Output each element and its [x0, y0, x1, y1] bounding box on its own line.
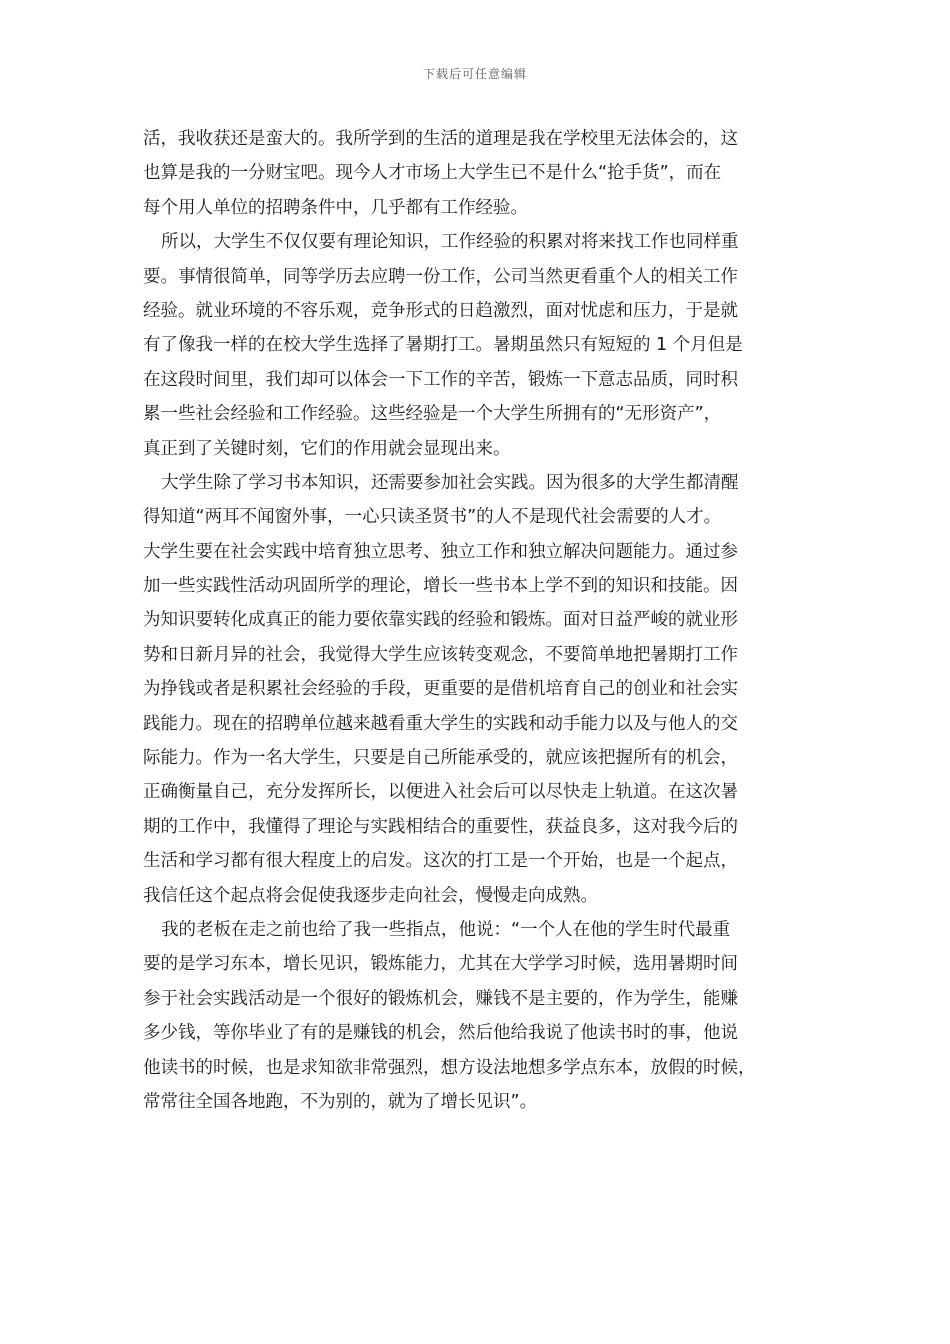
text-line: 际能力。作为一名大学生，只要是自己所能承受的，就应该把握所有的机会，	[143, 748, 738, 769]
text-line: 他读书的时候，也是求知欲非常强烈，想方设法地想多学点东本，放假的时候，	[143, 1057, 756, 1078]
text-line: 累一些社会经验和工作经验。这些经验是一个大学生所拥有的“无形资产”，	[143, 404, 722, 425]
paragraph-first-line: 我的老板在走之前也给了我一些指点，他说：“一个人在他的学生时代最重	[161, 919, 731, 940]
text-line: 践能力。现在的招聘单位越来越看重大学生的实践和动手能力以及与他人的交	[143, 713, 738, 734]
text-line: 在这段时间里，我们却可以体会一下工作的辛苦，锻炼一下意志品质，同时积	[143, 369, 738, 390]
text-line: 真正到了关键时刻，它们的作用就会显现出来。	[143, 438, 511, 459]
text-line: 为挣钱或者是积累社会经验的手段，更重要的是借机培育自己的创业和社会实	[143, 679, 738, 700]
text-line: 每个用人单位的招聘条件中，几乎都有工作经验。	[143, 197, 528, 218]
text-line: 我信任这个起点将会促使我逐步走向社会，慢慢走向成熟。	[143, 885, 598, 906]
text-line: 生活和学习都有很大程度上的启发。这次的打工是一个开始，也是一个起点，	[143, 851, 738, 872]
paragraph-first-line: 所以，大学生不仅仅要有理论知识，工作经验的积累对将来找工作也同样重	[161, 232, 739, 253]
document-body	[143, 122, 823, 1119]
text-line: 有了像我一样的在校大学生选择了暑期打工。暑期虽然只有短短的 1 个月但是	[143, 335, 743, 356]
text-line: 经验。就业环境的不容乐观，竞争形式的日趋激烈，面对忧虑和压力，于是就	[143, 300, 738, 321]
text-line: 活，我收获还是蛮大的。我所学到的生活的道理是我在学校里无法体会的，这	[143, 129, 738, 149]
text-line: 也算是我的一分财宝吧。现今人才市场上大学生已不是什么“抢手货”，而在	[143, 163, 722, 184]
text-line: 多少钱，等你毕业了有的是赚钱的机会，然后他给我说了他读书时的事，他说	[143, 1023, 738, 1044]
text-line: 加一些实践性活动巩固所学的理论，增长一些书本上学不到的知识和技能。因	[143, 576, 738, 597]
text-line: 期的工作中，我懂得了理论与实践相结合的重要性，获益良多，这对我今后的	[143, 816, 738, 837]
page-header: 下载后可任意编辑	[422, 67, 527, 81]
text-line: 常常往全国各地跑，不为别的，就为了增长见识”。	[143, 1091, 538, 1112]
text-line: 势和日新月异的社会，我觉得大学生应该转变观念，不要简单地把暑期打工作	[143, 644, 738, 665]
text-line: 参于社会实践活动是一个很好的锻炼机会，赚钱不是主要的，作为学生，能赚	[143, 988, 738, 1009]
text-line: 得知道“两耳不闻窗外事，一心只读圣贤书”的人不是现代社会需要的人才。	[143, 507, 722, 528]
text-line: 大学生要在社会实践中培育独立思考、独立工作和独立解决问题能力。通过参	[143, 541, 738, 562]
text-line: 正确衡量自己，充分发挥所长，以便进入社会后可以尽快走上轨道。在这次暑	[143, 782, 738, 803]
paragraph-first-line: 大学生除了学习书本知识，还需要参加社会实践。因为很多的大学生都清醒	[161, 472, 739, 493]
text-line: 要。事情很简单，同等学历去应聘一份工作，公司当然更看重个人的相关工作	[143, 266, 738, 287]
text-line: 为知识要转化成真正的能力要依靠实践的经验和锻炼。面对日益严峻的就业形	[143, 610, 738, 631]
text-line: 要的是学习东本，增长见识，锻炼能力，尤其在大学学习时候，选用暑期时间	[143, 954, 738, 975]
